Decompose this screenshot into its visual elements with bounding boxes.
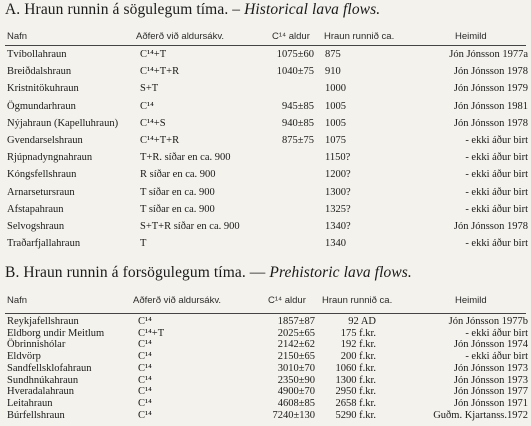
- cell-source: - ekki áður birt: [465, 203, 528, 215]
- cell-method: C¹⁴: [138, 397, 152, 409]
- cell-method: S+T+R síðar en ca. 900: [140, 221, 240, 232]
- cell-name: Eldvörp: [7, 351, 41, 363]
- cell-name: Afstapahraun: [7, 203, 64, 215]
- cell-flowed: 1300 f.kr.: [335, 374, 376, 386]
- header-flowed: Hraun runnið ca.: [324, 31, 395, 42]
- cell-flowed: 910: [325, 66, 341, 78]
- header-name: Nafn: [7, 31, 28, 42]
- cell-source: - ekki áður birt: [465, 238, 528, 250]
- cell-method: C¹⁴+T+R: [140, 135, 180, 146]
- cell-flowed: 92 AD: [348, 316, 376, 327]
- cell-name: Öbrinnishólar: [7, 339, 66, 351]
- cell-name: Traðarfjallahraun: [7, 238, 81, 250]
- cell-method: C¹⁴+T+R: [140, 66, 180, 78]
- cell-method: C¹⁴: [138, 409, 152, 421]
- cell-flowed: 200 f.kr.: [340, 351, 376, 363]
- cell-flowed: 1300?: [325, 186, 351, 198]
- cell-c14: 2142±62: [277, 339, 315, 351]
- cell-source: - ekki áður birt: [465, 169, 528, 181]
- cell-flowed: 875: [325, 49, 341, 60]
- cell-c14: 940±85: [281, 117, 314, 129]
- cell-method: C¹⁴+T: [138, 327, 165, 339]
- cell-method: T+R. síðar en ca. 900: [140, 152, 231, 164]
- cell-flowed: 1340?: [325, 221, 351, 232]
- section-b-title: B. Hraun runnin á forsögulegum tíma. — Prehistoric lava flows.: [5, 264, 412, 281]
- section-a-title: A. Hraun runnin á sögulegum tíma. – Historical lava flows.: [5, 1, 381, 18]
- cell-source: Jón Jónsson 1978: [453, 66, 528, 78]
- cell-method: T: [140, 238, 147, 250]
- cell-c14: 2350±90: [277, 374, 315, 386]
- cell-name: Selvogshraun: [7, 221, 65, 232]
- cell-name: Hveradalahraun: [7, 386, 75, 398]
- header-source: Heimild: [455, 295, 487, 306]
- cell-method: C¹⁴: [138, 362, 152, 374]
- cell-method: C¹⁴: [140, 100, 154, 112]
- cell-source: Jón Jónsson 1974: [453, 339, 528, 351]
- cell-method: C¹⁴: [138, 339, 152, 351]
- cell-name: Nýjahraun (Kapelluhraun): [7, 117, 119, 129]
- cell-name: Tvíbollahraun: [7, 49, 67, 60]
- cell-flowed: 1340: [325, 238, 346, 250]
- cell-source: Jón Jónsson 1978: [453, 117, 528, 129]
- cell-c14: 2150±65: [277, 351, 315, 363]
- section-a-header-rule: [5, 45, 526, 46]
- cell-source: Jón Jónsson 1978: [453, 221, 528, 232]
- cell-c14: 1075±60: [276, 49, 314, 60]
- cell-c14: 1857±87: [277, 316, 315, 327]
- cell-source: - ekki áður birt: [465, 135, 528, 146]
- cell-source: Jón Jónsson 1981: [453, 100, 528, 112]
- cell-source: Jón Jónsson 1971: [453, 397, 528, 409]
- header-name: Nafn: [7, 295, 28, 306]
- cell-source: Jón Jónsson 1977: [453, 386, 528, 398]
- cell-flowed: 1075: [325, 135, 346, 146]
- cell-name: Búrfellshraun: [7, 409, 65, 421]
- cell-flowed: 1005: [325, 117, 346, 129]
- cell-method: T síðar en ca. 900: [140, 186, 215, 198]
- cell-c14: 945±85: [281, 100, 314, 112]
- cell-c14: 7240±130: [272, 409, 315, 421]
- cell-name: Leitahraun: [7, 397, 53, 409]
- cell-method: C¹⁴: [138, 386, 152, 398]
- cell-method: C¹⁴: [138, 351, 152, 363]
- cell-source: Guðm. Kjartanss.1972: [433, 409, 528, 421]
- cell-flowed: 5290 f.kr.: [335, 409, 376, 421]
- cell-source: Jón Jónsson 1977b: [448, 316, 528, 327]
- cell-name: Eldborg undir Meitlum: [7, 327, 105, 339]
- cell-name: Kóngsfellshraun: [7, 169, 77, 181]
- cell-name: Kristnitökuhraun: [7, 83, 79, 95]
- cell-c14: 4900±70: [277, 386, 315, 398]
- cell-source: - ekki áður birt: [465, 327, 528, 339]
- cell-source: - ekki áður birt: [465, 152, 528, 164]
- cell-source: - ekki áður birt: [465, 186, 528, 198]
- cell-method: C¹⁴+S: [140, 117, 166, 129]
- cell-method: S+T: [140, 83, 159, 95]
- header-c14: C¹⁴ aldur: [268, 295, 306, 306]
- cell-flowed: 2658 f.kr.: [335, 397, 376, 409]
- cell-flowed: 1325?: [325, 203, 351, 215]
- cell-flowed: 1150?: [325, 152, 351, 164]
- cell-source: - ekki áður birt: [465, 351, 528, 363]
- cell-method: R síðar en ca. 900: [140, 169, 216, 181]
- cell-c14: 875±75: [281, 135, 314, 146]
- cell-flowed: 1000: [325, 83, 346, 95]
- cell-c14: 3010±70: [277, 362, 315, 374]
- cell-name: Breiðdalshraun: [7, 66, 72, 78]
- cell-method: C¹⁴+T: [140, 49, 167, 60]
- cell-name: Ögmundarhraun: [7, 100, 76, 112]
- cell-name: Arnarsetursraun: [7, 186, 75, 198]
- cell-flowed: 175 f.kr.: [340, 327, 376, 339]
- cell-name: Rjúpnadyngnahraun: [7, 152, 93, 164]
- cell-flowed: 1200?: [325, 169, 351, 181]
- cell-c14: 1040±75: [276, 66, 314, 78]
- cell-flowed: 2950 f.kr.: [335, 386, 376, 398]
- cell-method: T síðar en ca. 900: [140, 203, 215, 215]
- cell-flowed: 1060 f.kr.: [335, 362, 376, 374]
- cell-source: Jón Jónsson 1977a: [449, 49, 528, 60]
- cell-c14: 2025±65: [277, 327, 315, 339]
- cell-source: Jón Jónsson 1973: [453, 362, 528, 374]
- cell-method: C¹⁴: [138, 316, 152, 327]
- header-flowed: Hraun runnið ca.: [322, 295, 393, 306]
- cell-name: Sundhnúkahraun: [7, 374, 79, 386]
- cell-c14: 4608±85: [277, 397, 315, 409]
- cell-source: Jón Jónsson 1979: [453, 83, 528, 95]
- cell-name: Sandfellsklofahraun: [7, 362, 92, 374]
- cell-source: Jón Jónsson 1973: [453, 374, 528, 386]
- header-c14: C¹⁴ aldur: [272, 31, 310, 42]
- section-b-header-rule: [5, 313, 526, 314]
- header-method: Aðferð við aldursákv.: [133, 295, 222, 306]
- header-method: Aðferð við aldursákv.: [136, 31, 225, 42]
- cell-flowed: 192 f.kr.: [340, 339, 376, 351]
- cell-name: Gvendarselshraun: [7, 135, 83, 146]
- cell-flowed: 1005: [325, 100, 346, 112]
- cell-method: C¹⁴: [138, 374, 152, 386]
- cell-name: Reykjafellshraun: [7, 316, 79, 327]
- header-source: Heimild: [455, 31, 487, 42]
